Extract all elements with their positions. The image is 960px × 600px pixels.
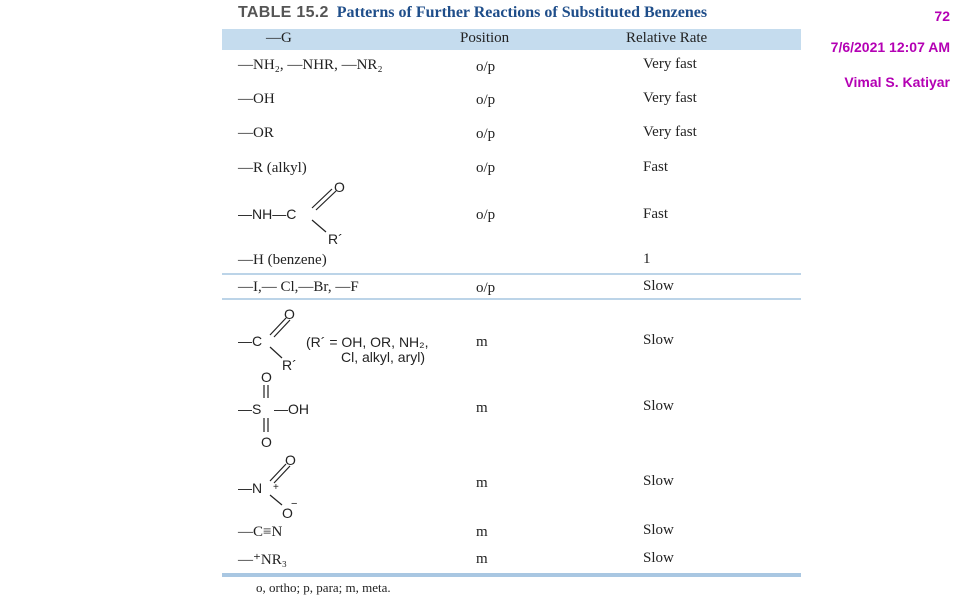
page-number: 72 xyxy=(934,8,950,24)
row-hydroxyl-group: —OH xyxy=(238,91,275,107)
row-amines-rate: Very fast xyxy=(643,56,697,72)
row-ammonium-rate: Slow xyxy=(643,550,674,566)
row-sulfonic-rate: Slow xyxy=(643,398,674,414)
sulfonic-oh-label: —OH xyxy=(274,401,309,417)
table-caption xyxy=(238,4,707,22)
amide-r-label: R´ xyxy=(328,231,343,247)
row-amines-group: —NH₂, —NHR, —NR₂ xyxy=(238,57,383,73)
carbonyl-c-label: —C xyxy=(238,333,263,349)
nitro-n-label: —N xyxy=(238,480,263,496)
row-alkyl-group: —R (alkyl) xyxy=(238,160,307,176)
table-bottom-rule xyxy=(222,573,801,577)
row-alkoxy-group: —OR xyxy=(238,125,274,141)
sulfonic-structure xyxy=(236,368,336,455)
slide-datetime: 7/6/2021 12:07 AM xyxy=(830,39,950,55)
carbonyl-note-line2: Cl, alkyl, aryl) xyxy=(341,349,426,365)
row-carbonyl-position: m xyxy=(476,334,488,350)
row-alkoxy-rate: Very fast xyxy=(643,124,697,140)
table-footnote: o, ortho; p, para; m, meta. xyxy=(256,580,391,595)
carbonyl-r-label: R´ xyxy=(282,357,297,373)
row-carbonyl-rate: Slow xyxy=(643,332,674,348)
row-divider-bottom xyxy=(222,298,801,300)
row-halogen-rate: Slow xyxy=(643,278,674,294)
nitro-plus-label: + xyxy=(273,482,279,493)
header-rate: Relative Rate xyxy=(626,30,708,46)
row-nitrile-group: —C≡N xyxy=(238,524,283,540)
nitro-structure xyxy=(236,450,316,527)
row-alkoxy-position: o/p xyxy=(476,126,496,142)
table-title: Patterns of Further Reactions of Substituted Benzenes xyxy=(336,4,708,21)
row-alkyl-position: o/p xyxy=(476,160,496,176)
nitro-top-oxygen-label: O xyxy=(285,452,296,468)
row-amide-rate: Fast xyxy=(643,206,669,222)
table-header xyxy=(222,29,801,50)
amide-bond-label: —NH—C xyxy=(238,206,297,222)
sulfonic-bottom-oxygen-label: O xyxy=(261,434,272,450)
row-alkyl-rate: Fast xyxy=(643,159,669,175)
table-number: TABLE 15.2 xyxy=(238,4,329,21)
row-halogen-position: o/p xyxy=(476,280,496,296)
nitro-bottom-oxygen-label: O xyxy=(282,505,293,521)
carbonyl-oxygen-label: O xyxy=(284,306,295,322)
sulfonic-top-oxygen-label: O xyxy=(261,369,272,385)
header-group: —G xyxy=(266,30,292,46)
row-amines-position: o/p xyxy=(476,59,496,75)
row-nitrile-position: m xyxy=(476,524,488,540)
slide-author: Vimal S. Katiyar xyxy=(844,74,950,90)
nitro-minus-label: − xyxy=(291,498,298,510)
row-hydroxyl-rate: Very fast xyxy=(643,90,697,106)
carbonyl-r-note xyxy=(306,335,429,365)
sulfonic-s-label: —S xyxy=(238,401,262,417)
row-nitro-position: m xyxy=(476,475,488,491)
row-sulfonic-position: m xyxy=(476,400,488,416)
row-amide-position: o/p xyxy=(476,207,496,223)
row-halogen-group: —I,— Cl,—Br, —F xyxy=(238,279,359,295)
row-ammonium-position: m xyxy=(476,551,488,567)
row-nitrile-rate: Slow xyxy=(643,522,674,538)
row-nitro-rate: Slow xyxy=(643,473,674,489)
row-benzene-group: —H (benzene) xyxy=(238,252,327,268)
amide-oxygen-label: O xyxy=(334,179,345,195)
row-ammonium-group: —⁺NR₃ xyxy=(238,552,287,568)
carbonyl-note-line1: (R´ = OH, OR, NH₂, xyxy=(306,334,429,350)
header-position: Position xyxy=(460,30,510,46)
row-hydroxyl-position: o/p xyxy=(476,92,496,108)
row-divider-top xyxy=(222,273,801,275)
amide-structure xyxy=(236,180,366,255)
row-benzene-rate: 1 xyxy=(643,251,651,267)
